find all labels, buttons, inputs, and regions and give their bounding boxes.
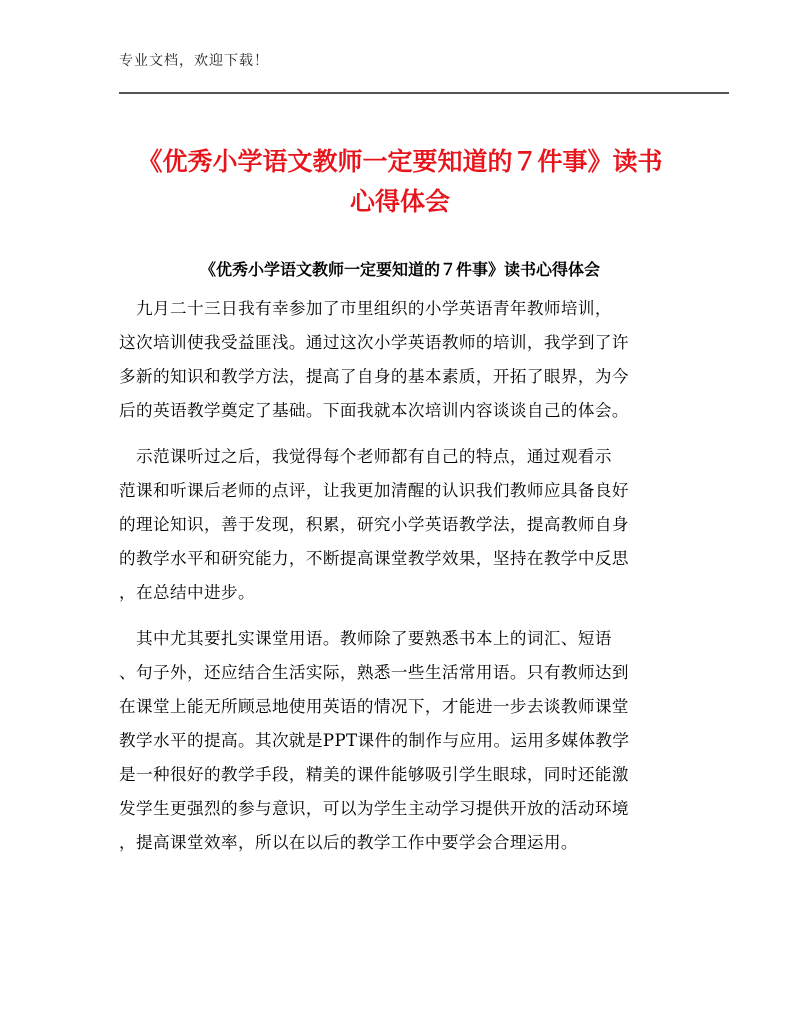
document-title <box>100 142 700 222</box>
paragraph-2 <box>119 440 679 610</box>
paragraph-line: 、句子外，还应结合生活实际，熟悉一些生活常用语。只有教师达到 <box>119 663 629 682</box>
paragraph-line: ，在总结中进步。 <box>119 583 255 602</box>
paragraph-line: 多新的知识和教学方法，提高了自身的基本素质，开拓了眼界，为今 <box>119 367 629 386</box>
paragraph-line: 九月二十三日我有幸参加了市里组织的小学英语青年教师培训， <box>119 299 612 318</box>
document-title-line-1: 《优秀小学语文教师一定要知道的７件事》读书 <box>137 147 663 176</box>
paragraph-line: 的理论知识，善于发现，积累，研究小学英语教学法，提高教师自身 <box>119 515 629 534</box>
paragraph-line: 在课堂上能无所顾忌地使用英语的情况下，才能进一步去谈教师课堂 <box>119 697 629 716</box>
paragraph-line: 后的英语教学奠定了基础。下面我就本次培训内容谈谈自己的体会。 <box>119 401 629 420</box>
paragraph-line: 这次培训使我受益匪浅。通过这次小学英语教师的培训，我学到了许 <box>119 333 629 352</box>
paragraph-line: 发学生更强烈的参与意识，可以为学生主动学习提供开放的活动环境 <box>119 799 629 818</box>
paragraph-line: 范课和听课后老师的点评，让我更加清醒的认识我们教师应具备良好 <box>119 481 629 500</box>
header-divider <box>119 92 729 94</box>
paragraph-line: 教学水平的提高。其次就是PPT课件的制作与应用。运用多媒体教学 <box>119 731 630 750</box>
document-title-line-2: 心得体会 <box>349 187 450 216</box>
paragraph-line: 示范课听过之后，我觉得每个老师都有自己的特点，通过观看示 <box>119 447 612 466</box>
paragraph-line: 的教学水平和研究能力，不断提高课堂教学效果，坚持在教学中反思 <box>119 549 629 568</box>
document-subtitle: 《优秀小学语文教师一定要知道的７件事》读书心得体会 <box>199 260 600 279</box>
paragraph-line: 是一种很好的教学手段，精美的课件能够吸引学生眼球，同时还能激 <box>119 765 629 784</box>
paragraph-line: ，提高课堂效率，所以在以后的教学工作中要学会合理运用。 <box>119 833 578 852</box>
paragraph-3 <box>119 622 679 860</box>
paragraph-1 <box>119 292 679 428</box>
paragraph-line: 其中尤其要扎实课堂用语。教师除了要熟悉书本上的词汇、短语 <box>119 629 612 648</box>
header-note: 专业文档，欢迎下载！ <box>119 53 269 69</box>
document-body <box>119 292 679 872</box>
